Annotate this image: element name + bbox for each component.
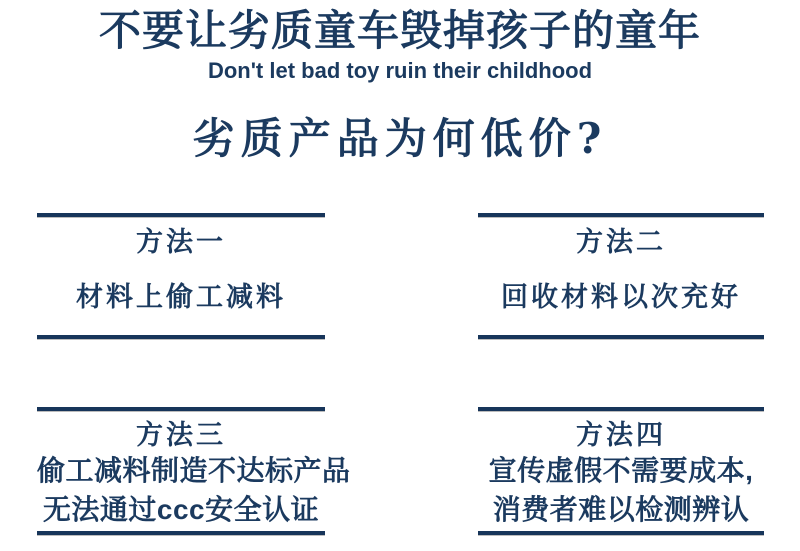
method-3-text-line-2: 无法通过ccc安全认证	[42, 494, 320, 525]
method-2-text: 回收材料以次充好	[501, 282, 741, 312]
divider-line	[478, 531, 764, 535]
method-card-1	[37, 213, 325, 339]
method-4-text-line-1: 宣传虚假不需要成本,	[488, 455, 754, 486]
method-card-3	[37, 407, 351, 535]
method-card-4	[478, 407, 764, 535]
method-2-label: 方法二	[576, 227, 666, 257]
method-4-text-line-2: 消费者难以检测辨认	[492, 494, 750, 525]
method-4-label: 方法四	[576, 420, 666, 450]
main-title: 不要让劣质童车毁掉孩子的童年	[98, 7, 701, 54]
divider-line	[37, 213, 325, 217]
method-1-text: 材料上偷工减料	[76, 282, 286, 312]
method-1-label: 方法一	[136, 227, 226, 257]
divider-line	[478, 335, 764, 339]
divider-line	[37, 407, 325, 411]
method-card-2	[478, 213, 764, 339]
divider-line	[478, 407, 764, 411]
subtitle-english: Don't let bad toy ruin their childhood	[207, 58, 593, 83]
method-3-label: 方法三	[136, 420, 226, 450]
divider-line	[37, 531, 325, 535]
divider-line	[478, 213, 764, 217]
method-3-text-line-1: 偷工减料制造不达标产品	[37, 455, 351, 486]
divider-line	[37, 335, 325, 339]
section-heading: 劣质产品为何低价?	[192, 114, 608, 163]
